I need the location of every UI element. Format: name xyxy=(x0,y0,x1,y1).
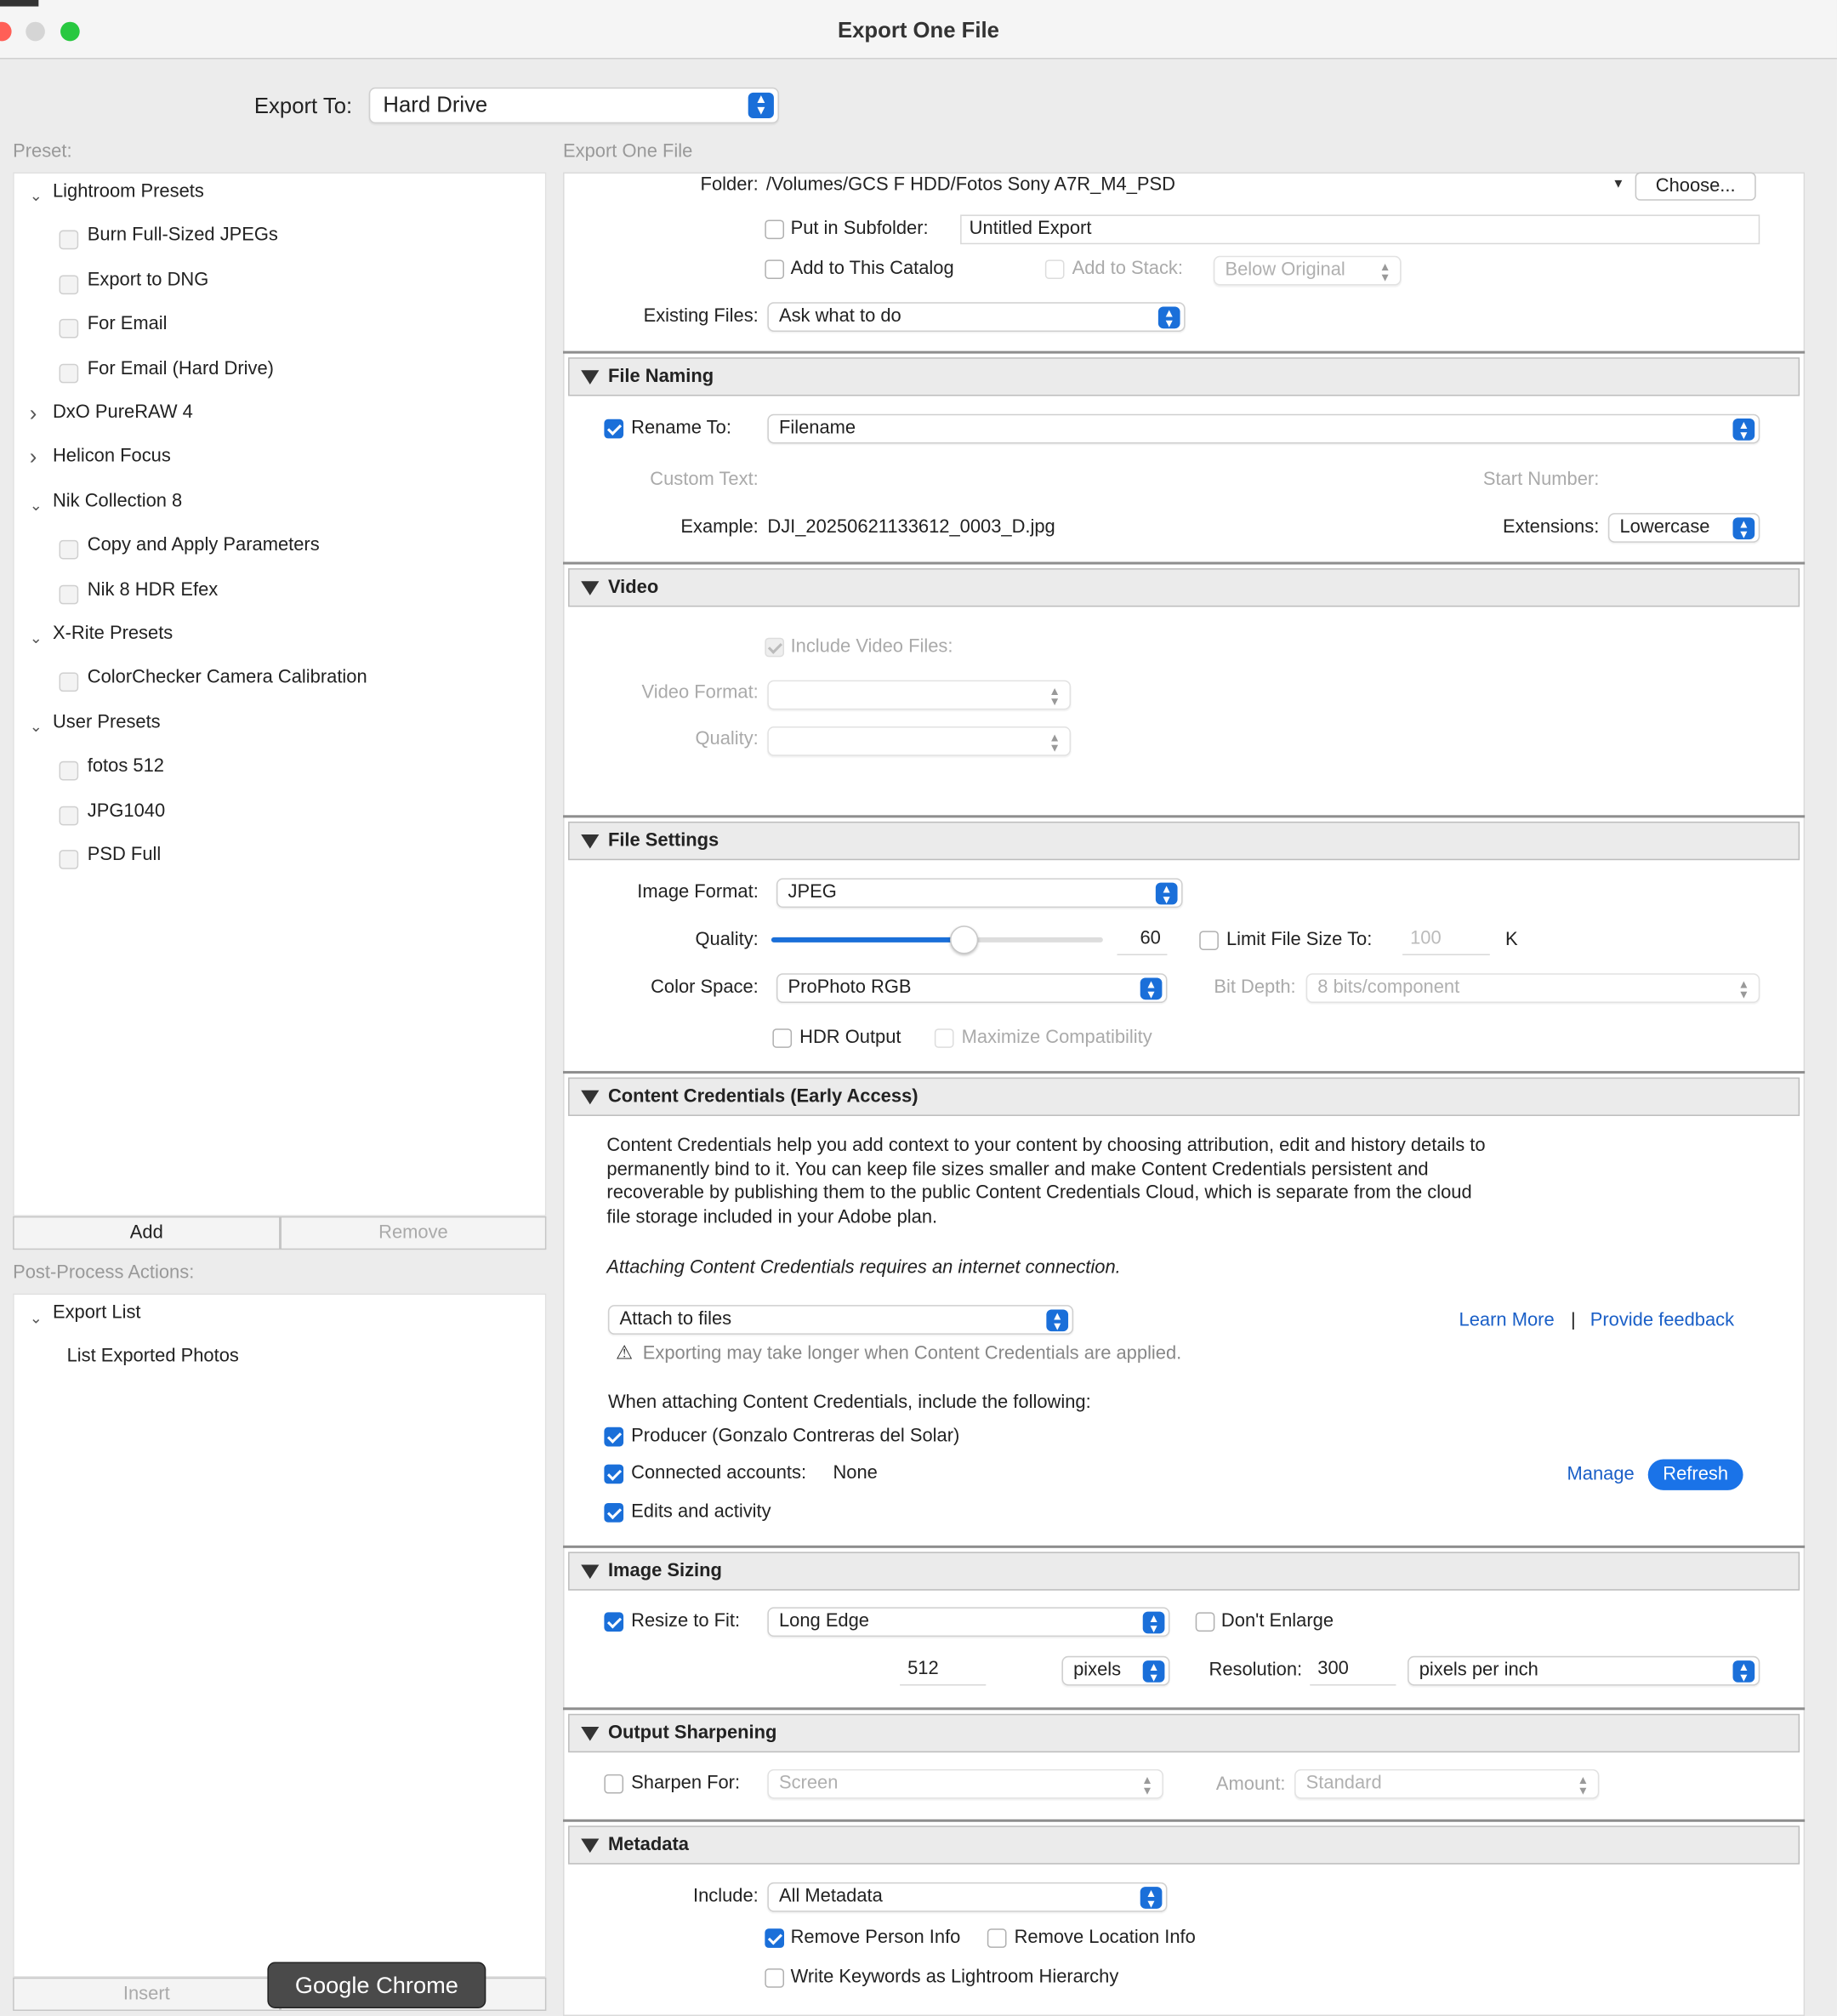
sharpen-value: Screen xyxy=(778,1773,839,1794)
file-naming-title: File Naming xyxy=(607,366,714,387)
refresh-button[interactable]: Refresh xyxy=(1648,1460,1743,1490)
preset-header: Preset: xyxy=(13,141,72,162)
color-space-label: Color Space: xyxy=(651,977,759,998)
connected-accounts-checkbox[interactable] xyxy=(604,1465,623,1484)
video-quality-select[interactable] xyxy=(767,726,1071,756)
include-video-checkbox[interactable] xyxy=(765,638,784,658)
subfolder-label: Put in Subfolder: xyxy=(790,218,929,240)
limit-unit: K xyxy=(1504,929,1518,950)
remove-location-label: Remove Location Info xyxy=(1014,1927,1196,1948)
folder-dropdown-icon[interactable]: ▼ xyxy=(1612,177,1625,192)
resize-label: Resize to Fit: xyxy=(631,1610,741,1632)
size-input[interactable]: 512 xyxy=(900,1656,986,1686)
chevron-updown-icon: ▲ ▼ xyxy=(1143,1660,1165,1682)
content-credentials-title: Content Credentials (Early Access) xyxy=(607,1086,918,1108)
attach-value: Attach to files xyxy=(619,1308,732,1330)
video-title: Video xyxy=(607,577,659,598)
add-catalog-checkbox[interactable] xyxy=(765,259,784,279)
disclosure-triangle-icon xyxy=(581,370,599,384)
hdr-output-checkbox[interactable] xyxy=(772,1028,792,1048)
start-number-label: Start Number: xyxy=(1482,469,1600,490)
extensions-label: Extensions: xyxy=(1502,516,1600,538)
chevron-updown-icon: ▲ ▼ xyxy=(1737,977,1750,1000)
preset-group[interactable]: Lightroom Presets xyxy=(52,181,204,202)
rename-value: Filename xyxy=(778,418,856,439)
dont-enlarge-label: Don't Enlarge xyxy=(1220,1610,1334,1632)
color-space-value: ProPhoto RGB xyxy=(788,977,912,998)
post-process-tree xyxy=(13,1294,546,1978)
disclosure-triangle-icon xyxy=(581,1564,599,1579)
section-separator xyxy=(563,1071,1805,1073)
chevron-updown-icon: ▲ ▼ xyxy=(1733,418,1755,440)
preset-group[interactable]: Helicon Focus xyxy=(52,447,171,468)
chevron-updown-icon: ▲ ▼ xyxy=(1046,1309,1068,1331)
preset-item[interactable]: ColorChecker Camera Calibration xyxy=(87,668,367,689)
preset-checkbox[interactable] xyxy=(60,231,79,250)
image-sizing-title: Image Sizing xyxy=(607,1560,722,1582)
metadata-header[interactable] xyxy=(568,1825,1800,1864)
insert-button[interactable]: Insert xyxy=(13,1978,280,2011)
preset-group[interactable]: Nik Collection 8 xyxy=(52,491,183,512)
preset-checkbox[interactable] xyxy=(60,806,79,825)
choose-folder-button[interactable]: Choose... xyxy=(1635,173,1756,201)
dont-enlarge-checkbox[interactable] xyxy=(1196,1612,1215,1632)
maximize-compat-checkbox[interactable] xyxy=(935,1028,954,1048)
preset-tree xyxy=(13,173,546,1216)
limit-file-size-label: Limit File Size To: xyxy=(1226,929,1373,950)
preset-checkbox[interactable] xyxy=(60,761,79,781)
size-unit-value: pixels xyxy=(1073,1660,1122,1681)
manage-link[interactable]: Manage xyxy=(1567,1464,1635,1485)
preset-item[interactable]: fotos 512 xyxy=(87,756,164,777)
disclosure-triangle-icon xyxy=(581,581,599,595)
chevron-updown-icon: ▲ ▼ xyxy=(1143,1611,1165,1633)
chevron-updown-icon: ▲ ▼ xyxy=(1379,259,1391,283)
section-separator xyxy=(563,1546,1805,1548)
size-unit-select[interactable] xyxy=(1061,1656,1169,1686)
metadata-include-value: All Metadata xyxy=(778,1886,883,1907)
rename-checkbox[interactable] xyxy=(604,419,623,439)
chevron-down-icon[interactable]: ⌄ xyxy=(29,717,43,736)
disclosure-triangle-icon xyxy=(581,834,599,849)
dock-tooltip: Google Chrome xyxy=(267,1962,486,2008)
warning-icon: ⚠ xyxy=(616,1342,634,1364)
remove-location-checkbox[interactable] xyxy=(987,1928,1007,1948)
connected-accounts-value: None xyxy=(833,1463,878,1484)
extensions-select[interactable] xyxy=(1608,513,1760,543)
sharpen-checkbox[interactable] xyxy=(604,1774,623,1794)
producer-checkbox[interactable] xyxy=(604,1427,623,1447)
chevron-down-icon[interactable]: ⌄ xyxy=(29,186,43,205)
connected-accounts-label: Connected accounts: xyxy=(631,1463,807,1484)
export-list-group[interactable]: Export List xyxy=(52,1302,141,1324)
example-label: Example: xyxy=(680,516,759,538)
provide-feedback-link[interactable]: Provide feedback xyxy=(1590,1310,1735,1331)
credentials-note: Attaching Content Credentials requires an internet connection. xyxy=(606,1257,1121,1279)
file-naming-header[interactable] xyxy=(568,357,1800,396)
limit-file-size-checkbox[interactable] xyxy=(1199,931,1219,950)
bit-depth-label: Bit Depth: xyxy=(1214,977,1296,998)
menu-bar-fragment xyxy=(0,0,38,7)
quality-input[interactable]: 60 xyxy=(1117,925,1167,955)
preset-checkbox[interactable] xyxy=(60,540,79,560)
sharpen-select[interactable] xyxy=(767,1769,1163,1799)
section-separator xyxy=(563,815,1805,817)
amount-label: Amount: xyxy=(1215,1774,1286,1796)
export-to-label: Export To: xyxy=(253,94,353,119)
video-format-label: Video Format: xyxy=(641,682,759,703)
chevron-down-icon[interactable]: ⌄ xyxy=(29,1308,43,1327)
rename-label: Rename To: xyxy=(631,418,731,439)
include-video-label: Include Video Files: xyxy=(790,636,953,658)
chevron-down-icon[interactable]: ⌄ xyxy=(29,629,43,647)
preset-checkbox[interactable] xyxy=(60,275,79,294)
preset-checkbox[interactable] xyxy=(60,319,79,339)
stack-select[interactable] xyxy=(1214,256,1402,286)
add-catalog-label: Add to This Catalog xyxy=(790,258,954,279)
post-process-header: Post-Process Actions: xyxy=(13,1262,195,1284)
hdr-output-label: HDR Output xyxy=(799,1027,901,1048)
file-settings-title: File Settings xyxy=(607,830,719,851)
link-divider: | xyxy=(1571,1310,1576,1331)
title-bar xyxy=(0,0,1837,60)
chevron-updown-icon: ▲ ▼ xyxy=(1140,977,1163,999)
metadata-include-select[interactable] xyxy=(767,1882,1167,1912)
image-format-select[interactable] xyxy=(776,878,1183,908)
bit-depth-value: 8 bits/component xyxy=(1317,977,1460,998)
preset-item[interactable]: JPG1040 xyxy=(87,800,166,822)
producer-label: Producer (Gonzalo Contreras del Solar) xyxy=(631,1426,960,1447)
image-sizing-header[interactable] xyxy=(568,1552,1800,1590)
metadata-title: Metadata xyxy=(607,1834,689,1856)
quality-label: Quality: xyxy=(695,929,759,950)
existing-files-select[interactable] xyxy=(767,302,1185,332)
preset-checkbox[interactable] xyxy=(60,363,79,383)
window-title: Export One File xyxy=(838,18,999,43)
preset-item[interactable]: For Email xyxy=(87,314,168,335)
section-separator xyxy=(563,1820,1805,1822)
add-stack-label: Add to Stack: xyxy=(1072,258,1183,279)
custom-text-label: Custom Text: xyxy=(650,469,759,490)
folder-path: /Volumes/GCS F HDD/Fotos Sony A7R_M4_PSD xyxy=(765,174,1176,196)
preset-checkbox[interactable] xyxy=(60,673,79,692)
resolution-unit-select[interactable] xyxy=(1408,1656,1760,1686)
chevron-updown-icon: ▲ ▼ xyxy=(1049,684,1061,708)
resolution-label: Resolution: xyxy=(1209,1660,1303,1681)
section-separator xyxy=(563,351,1805,354)
chevron-updown-icon: ▲ ▼ xyxy=(1049,730,1061,754)
preset-item[interactable]: Export to DNG xyxy=(87,270,209,291)
preset-checkbox[interactable] xyxy=(60,850,79,869)
disclosure-triangle-icon xyxy=(581,1727,599,1741)
learn-more-link[interactable]: Learn More xyxy=(1459,1310,1555,1331)
maximize-compat-label: Maximize Compatibility xyxy=(961,1027,1152,1048)
write-keywords-checkbox[interactable] xyxy=(765,1968,784,1988)
chevron-updown-icon: ▲ ▼ xyxy=(1140,1886,1163,1908)
remove-person-checkbox[interactable] xyxy=(765,1928,784,1948)
chevron-updown-icon: ▲ ▼ xyxy=(1733,1660,1755,1682)
main-header: Export One File xyxy=(563,141,693,162)
content-credentials-header[interactable] xyxy=(568,1078,1800,1116)
chevron-updown-icon: ▲ ▼ xyxy=(1141,1773,1153,1797)
chevron-updown-icon: ▲ ▼ xyxy=(1577,1773,1590,1797)
preset-item[interactable]: Copy and Apply Parameters xyxy=(87,535,320,556)
export-to-select[interactable] xyxy=(369,88,779,123)
extensions-value: Lowercase xyxy=(1619,516,1710,538)
existing-files-value: Ask what to do xyxy=(778,305,901,327)
add-preset-button[interactable]: Add xyxy=(13,1216,280,1250)
disclosure-triangle-icon xyxy=(581,1838,599,1853)
chevron-updown-icon: ▲ ▼ xyxy=(1156,882,1178,904)
section-separator xyxy=(563,562,1805,565)
resolution-input[interactable]: 300 xyxy=(1310,1656,1396,1686)
chevron-updown-icon: ▲ ▼ xyxy=(1733,517,1755,539)
quality-slider-knob[interactable] xyxy=(950,925,978,954)
image-format-label: Image Format: xyxy=(637,881,759,903)
resize-checkbox[interactable] xyxy=(604,1612,623,1632)
export-to-value: Hard Drive xyxy=(383,92,488,117)
chevron-down-icon[interactable]: ⌄ xyxy=(29,496,43,515)
subfolder-checkbox[interactable] xyxy=(765,219,784,239)
image-format-value: JPEG xyxy=(788,881,837,903)
preset-item[interactable]: For Email (Hard Drive) xyxy=(87,358,274,379)
resize-select[interactable] xyxy=(767,1607,1169,1637)
bit-depth-select[interactable] xyxy=(1306,973,1760,1003)
metadata-include-label: Include: xyxy=(693,1886,759,1907)
attach-select[interactable] xyxy=(608,1305,1073,1335)
output-sharpening-header[interactable] xyxy=(568,1714,1800,1752)
color-space-select[interactable] xyxy=(776,973,1167,1003)
subfolder-input[interactable]: Untitled Export xyxy=(960,214,1760,244)
chevron-right-icon[interactable]: › xyxy=(29,401,37,426)
chevron-updown-icon: ▲ ▼ xyxy=(1158,306,1180,328)
add-stack-checkbox[interactable] xyxy=(1045,259,1065,279)
resolution-unit-value: pixels per inch xyxy=(1419,1660,1538,1681)
video-quality-label: Quality: xyxy=(695,729,759,750)
chevron-right-icon[interactable]: › xyxy=(29,445,37,470)
stack-value: Below Original xyxy=(1225,259,1345,281)
quality-slider-fill xyxy=(771,937,964,943)
sharpen-label: Sharpen For: xyxy=(631,1773,741,1794)
list-exported-photos-item[interactable]: List Exported Photos xyxy=(66,1346,239,1367)
remove-preset-button[interactable]: Remove xyxy=(281,1216,547,1250)
credentials-include-label: When attaching Content Credentials, include the following: xyxy=(607,1392,1091,1414)
existing-files-label: Existing Files: xyxy=(643,305,759,327)
preset-group[interactable]: User Presets xyxy=(52,712,161,733)
resize-value: Long Edge xyxy=(778,1610,870,1632)
section-separator xyxy=(563,1707,1805,1710)
preset-item[interactable]: PSD Full xyxy=(87,845,162,866)
preset-checkbox[interactable] xyxy=(60,584,79,604)
write-keywords-label: Write Keywords as Lightroom Hierarchy xyxy=(790,1967,1119,1988)
rename-select[interactable] xyxy=(767,414,1760,444)
preset-item[interactable]: Nik 8 HDR Efex xyxy=(87,579,219,601)
preset-group[interactable]: X-Rite Presets xyxy=(52,624,173,645)
file-settings-header[interactable] xyxy=(568,822,1800,860)
amount-value: Standard xyxy=(1305,1773,1382,1794)
preset-item[interactable]: Burn Full-Sized JPEGs xyxy=(87,225,278,247)
example-value: DJI_20250621133612_0003_D.jpg xyxy=(767,516,1055,538)
edits-activity-label: Edits and activity xyxy=(631,1501,771,1523)
edits-activity-checkbox[interactable] xyxy=(604,1503,623,1523)
credentials-description: Content Credentials help you add context to your content by choosing attribution, edit and history details to permanently bind to it. You can keep file sizes smaller and make Content Credentials persistent and recoverable by publishing them to the public Content Credentials Cloud, which is separate from the cloud file storage included in your Adobe plan. xyxy=(606,1135,1486,1227)
chevron-updown-icon: ▲ ▼ xyxy=(748,93,774,118)
video-format-select[interactable] xyxy=(767,681,1071,710)
folder-label: Folder: xyxy=(700,174,759,196)
amount-select[interactable] xyxy=(1294,1769,1599,1799)
credentials-warning: Exporting may take longer when Content Credentials are applied. xyxy=(642,1343,1182,1364)
remove-person-label: Remove Person Info xyxy=(790,1927,961,1948)
output-sharpening-title: Output Sharpening xyxy=(607,1723,777,1744)
preset-group[interactable]: DxO PureRAW 4 xyxy=(52,402,193,424)
video-header[interactable] xyxy=(568,568,1800,607)
limit-file-size-input[interactable]: 100 xyxy=(1402,925,1490,955)
disclosure-triangle-icon xyxy=(581,1091,599,1105)
